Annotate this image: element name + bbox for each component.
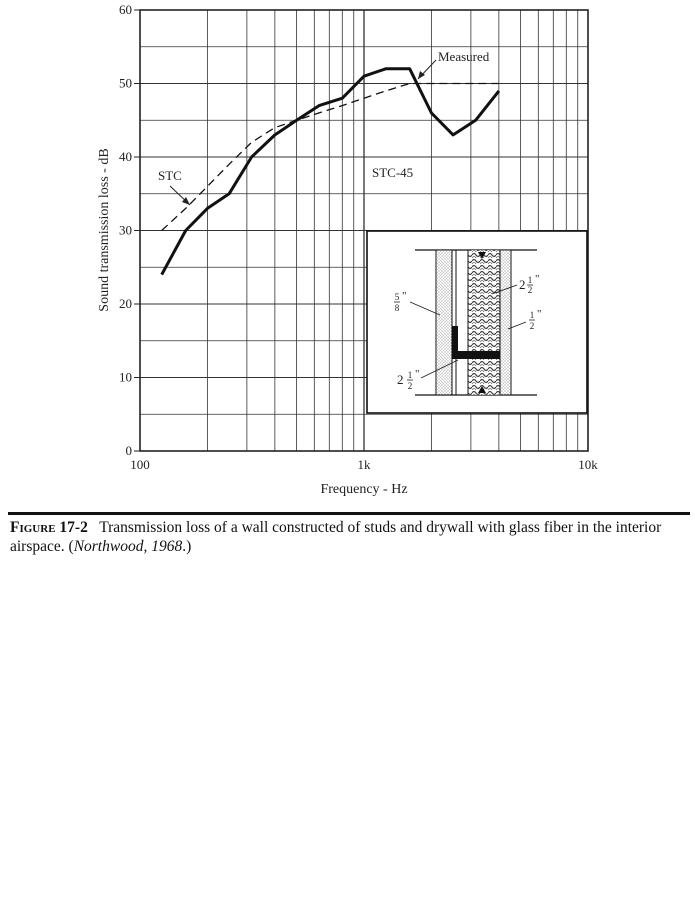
label-board-left-den: 8 <box>394 303 400 313</box>
y-tick-label: 20 <box>119 296 132 311</box>
label-fiber-den: 2 <box>527 285 533 295</box>
label-board-right-num-text: 1 <box>529 310 535 320</box>
x-tick-label: 10k <box>578 457 598 472</box>
y-tick-label: 40 <box>119 149 132 164</box>
y-tick-label: 0 <box>125 443 132 458</box>
annotation-stc-rating: STC-45 <box>372 165 414 180</box>
label-fiber-unit: " <box>535 273 540 285</box>
label-board-right-unit: " <box>537 308 542 320</box>
y-tick-label: 50 <box>119 75 132 91</box>
y-tick-label: 60 <box>119 2 132 17</box>
label-board-left-unit: " <box>402 290 407 302</box>
label-stud-whole: 2 <box>397 372 404 387</box>
figure-label: Figure 17-2 <box>10 519 88 536</box>
label-fiber-depth <box>519 277 526 292</box>
label-stud-den: 2 <box>407 381 413 391</box>
caption-citation: Northwood, 1968 <box>73 538 183 555</box>
label-board-left-num: 5 <box>394 292 400 302</box>
caption-end: .) <box>182 538 192 555</box>
caption-rule <box>8 512 690 515</box>
annotation-measured: Measured <box>438 49 490 64</box>
label-stud-num: 1 <box>407 370 413 380</box>
label-stud-unit: " <box>415 368 420 380</box>
label-board-right-den: 2 <box>529 321 535 331</box>
x-axis-label: Frequency - Hz <box>320 482 408 497</box>
x-tick-label: 1k <box>357 457 371 472</box>
annotation-stc: STC <box>158 168 182 183</box>
label-fiber-whole: 2 <box>519 277 526 292</box>
gypsum-board-right <box>500 250 511 395</box>
y-axis-label: Sound transmission loss - dB <box>97 148 112 312</box>
label-fiber-num: 1 <box>527 275 533 285</box>
gypsum-board-left <box>436 250 452 395</box>
x-tick-label: 100 <box>130 457 150 472</box>
caption-text: Transmission loss of a wall constructed of studs and drywall with glass fiber in the interior airspace. ( <box>10 519 662 555</box>
figure-caption <box>10 518 680 556</box>
glass-fiber <box>468 250 500 395</box>
y-tick-label: 30 <box>119 222 132 238</box>
inset-wall-section <box>367 231 587 413</box>
y-tick-label: 10 <box>119 369 132 385</box>
